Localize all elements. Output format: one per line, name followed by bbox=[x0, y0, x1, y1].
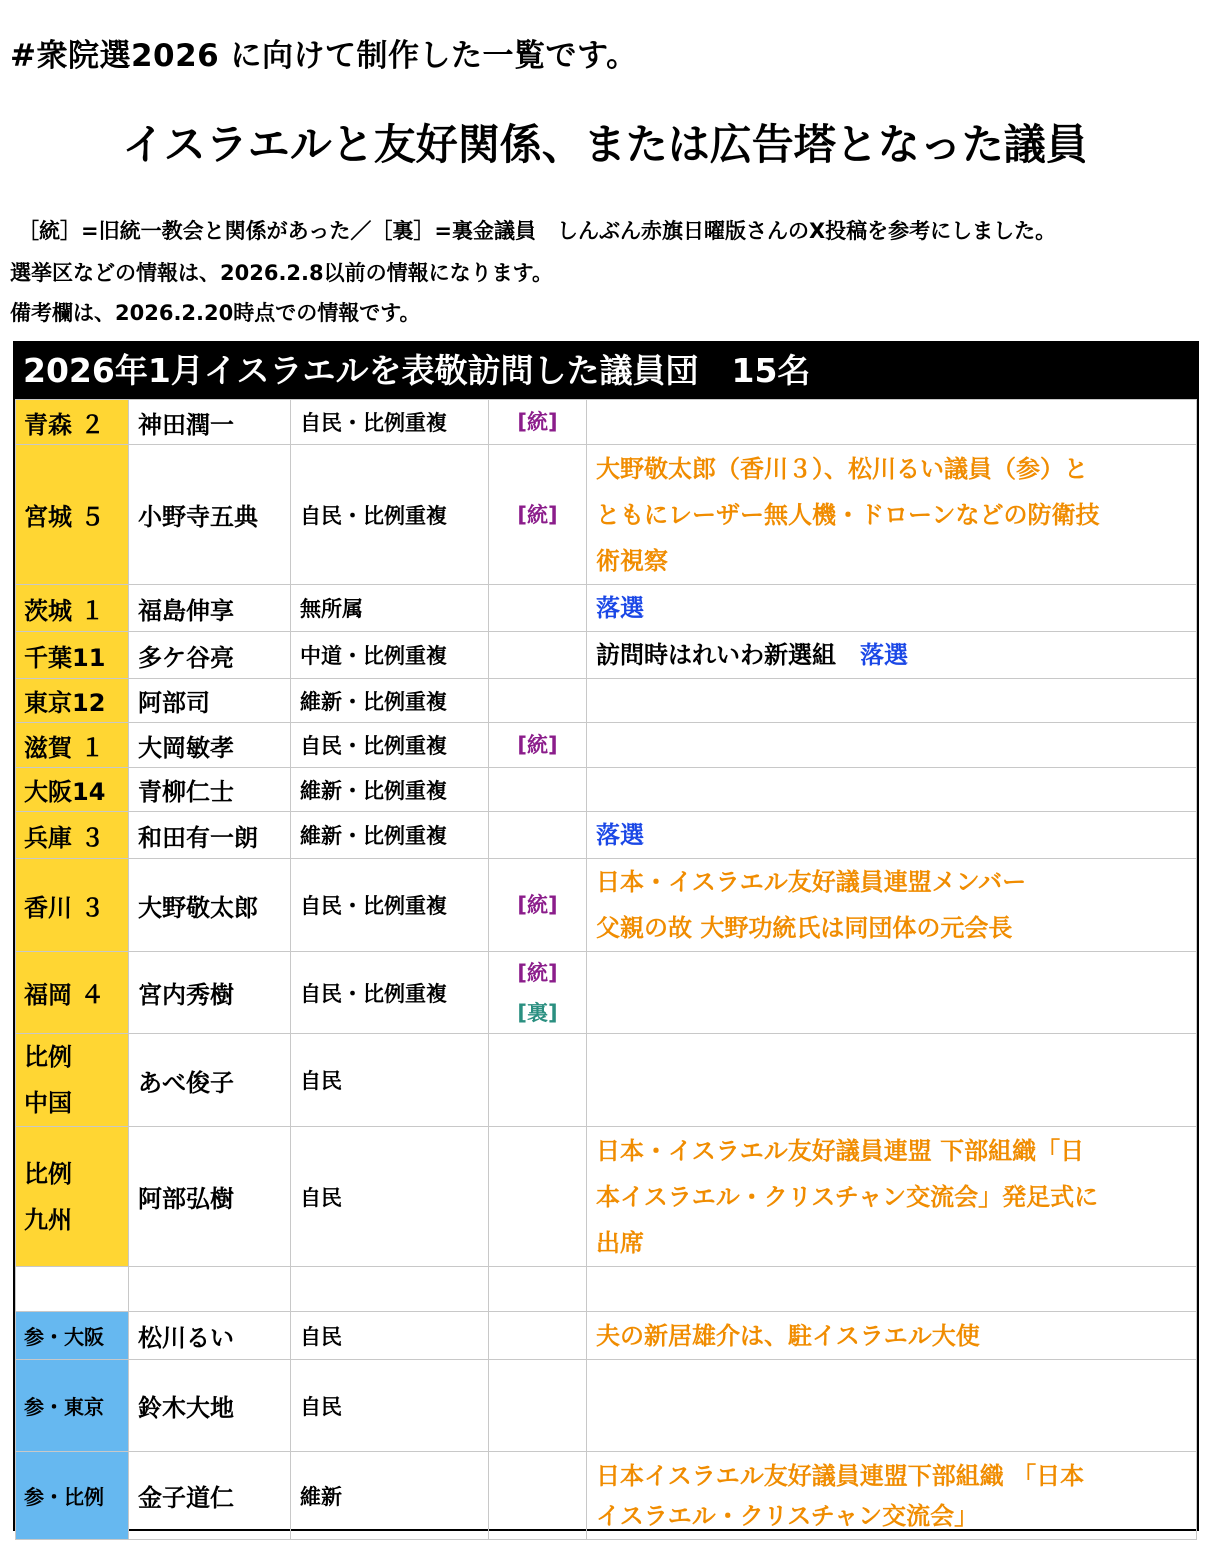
note-line: 本イスラエル・クリスチャン交流会」発足式に bbox=[596, 1182, 1099, 1211]
note-line: イスラエル・クリスチャン交流会」 bbox=[596, 1501, 979, 1530]
name-cell: 宮内秀樹 bbox=[129, 952, 291, 1034]
table-row bbox=[16, 400, 1197, 445]
table-row bbox=[16, 1452, 1197, 1540]
table-row bbox=[16, 1034, 1197, 1127]
note-cell bbox=[587, 1127, 1197, 1267]
mark-cell bbox=[489, 859, 587, 952]
name-cell: 小野寺五典 bbox=[129, 445, 291, 585]
name-cell: 福島伸享 bbox=[129, 585, 291, 632]
table-row bbox=[16, 952, 1197, 1034]
note-line: 日本・イスラエル友好議員連盟メンバー bbox=[596, 868, 1027, 896]
name-cell: あべ俊子 bbox=[129, 1034, 291, 1127]
unification-mark: [統] bbox=[517, 893, 558, 917]
district-line: 中国 bbox=[24, 1089, 72, 1117]
empty-cell bbox=[16, 1267, 129, 1312]
note-cell bbox=[587, 952, 1197, 1034]
legend-note: ［統］=旧統一教会と関係があった／［裏］=裏金議員 しんぶん赤旗日曜版さんのX投稿を参考にしました。 bbox=[18, 219, 1057, 243]
district-cell: 青森 ２ bbox=[16, 400, 129, 445]
district-line: 比例 bbox=[24, 1043, 72, 1071]
party-cell: 維新・比例重複 bbox=[291, 768, 489, 812]
mark-cell bbox=[489, 723, 587, 768]
unification-mark: [統] bbox=[517, 960, 558, 985]
unification-mark: [統] bbox=[517, 502, 558, 527]
mark-cell bbox=[489, 679, 587, 723]
note-cell bbox=[587, 1452, 1197, 1540]
note-line: 父親の故 大野功統氏は同団体の元会長 bbox=[596, 914, 1013, 942]
district-cell: 東京12 bbox=[16, 679, 129, 723]
district-cell: 参・比例 bbox=[16, 1452, 129, 1540]
mark-cell bbox=[489, 400, 587, 445]
mark-cell bbox=[489, 445, 587, 585]
mark-cell bbox=[489, 1452, 587, 1540]
name-cell: 阿部司 bbox=[129, 679, 291, 723]
party-cell: 維新 bbox=[291, 1452, 489, 1540]
mark-cell bbox=[489, 632, 587, 679]
empty-cell bbox=[291, 1267, 489, 1312]
date-note: 選挙区などの情報は、2026.2.8以前の情報になります。 bbox=[10, 261, 553, 285]
note-cell bbox=[587, 812, 1197, 859]
mark-cell bbox=[489, 952, 587, 1034]
slush-fund-mark: [裏] bbox=[517, 1000, 558, 1025]
mark-cell bbox=[489, 1360, 587, 1452]
note-cell bbox=[587, 1312, 1197, 1360]
table-row bbox=[16, 1312, 1197, 1360]
name-cell: 金子道仁 bbox=[129, 1452, 291, 1540]
table-row bbox=[16, 859, 1197, 952]
party-cell: 自民・比例重複 bbox=[291, 445, 489, 585]
name-cell: 鈴木大地 bbox=[129, 1360, 291, 1452]
hashtag-heading: #衆院選2026 に向けて制作した一覧です。 bbox=[10, 38, 638, 74]
table-row bbox=[16, 723, 1197, 768]
district-cell: 千葉11 bbox=[16, 632, 129, 679]
spacer-row bbox=[16, 1267, 1197, 1312]
district-cell: 参・大阪 bbox=[16, 1312, 129, 1360]
table-row bbox=[16, 632, 1197, 679]
district-line: 比例 bbox=[24, 1159, 72, 1188]
note-line: 日本・イスラエル友好議員連盟 下部組織「日 bbox=[596, 1136, 1085, 1165]
table-row bbox=[16, 585, 1197, 632]
name-cell: 青柳仁士 bbox=[129, 768, 291, 812]
name-cell: 大岡敏孝 bbox=[129, 723, 291, 768]
party-cell: 自民・比例重複 bbox=[291, 952, 489, 1034]
district-cell: 滋賀 １ bbox=[16, 723, 129, 768]
district-cell: 茨城 １ bbox=[16, 585, 129, 632]
note-line: 日本イスラエル友好議員連盟下部組織 「日本 bbox=[596, 1461, 1085, 1490]
unification-mark: [統] bbox=[517, 733, 558, 757]
empty-cell bbox=[587, 1267, 1197, 1312]
note-cell bbox=[587, 1034, 1197, 1127]
mark-cell bbox=[489, 585, 587, 632]
table-row bbox=[16, 812, 1197, 859]
table-row bbox=[16, 1127, 1197, 1267]
district-cell: 兵庫 ３ bbox=[16, 812, 129, 859]
members-table bbox=[13, 341, 1199, 1531]
note-cell bbox=[587, 400, 1197, 445]
name-cell: 多ケ谷亮 bbox=[129, 632, 291, 679]
party-cell: 中道・比例重複 bbox=[291, 632, 489, 679]
document-page bbox=[10, 0, 1200, 1542]
defeated-label: 落選 bbox=[860, 641, 908, 669]
party-cell: 自民 bbox=[291, 1360, 489, 1452]
party-cell: 自民 bbox=[291, 1127, 489, 1267]
party-cell: 維新・比例重複 bbox=[291, 812, 489, 859]
mark-cell bbox=[489, 1312, 587, 1360]
district-cell: 参・東京 bbox=[16, 1360, 129, 1452]
note-cell bbox=[587, 632, 1197, 679]
page-title: イスラエルと友好関係、または広告塔となった議員 bbox=[122, 120, 1088, 169]
section-header: 2026年1月イスラエルを表敬訪問した議員団 15名 bbox=[15, 343, 1197, 399]
mark-cell bbox=[489, 1127, 587, 1267]
district-cell: 福岡 ４ bbox=[16, 952, 129, 1034]
district-cell bbox=[16, 1127, 129, 1267]
members-grid bbox=[15, 399, 1197, 1540]
mark-cell bbox=[489, 768, 587, 812]
district-cell: 宮城 ５ bbox=[16, 445, 129, 585]
defeated-label: 落選 bbox=[596, 821, 644, 849]
name-cell: 松川るい bbox=[129, 1312, 291, 1360]
note-text: 訪問時はれいわ新選組 bbox=[596, 641, 860, 669]
note-cell bbox=[587, 585, 1197, 632]
district-cell: 香川 ３ bbox=[16, 859, 129, 952]
note-cell bbox=[587, 445, 1197, 585]
party-cell: 自民・比例重複 bbox=[291, 859, 489, 952]
note-cell bbox=[587, 1360, 1197, 1452]
name-cell: 大野敬太郎 bbox=[129, 859, 291, 952]
district-cell bbox=[16, 1034, 129, 1127]
table-row bbox=[16, 768, 1197, 812]
note-line: 夫の新居雄介は、駐イスラエル大使 bbox=[596, 1321, 980, 1350]
note-cell bbox=[587, 768, 1197, 812]
note-cell bbox=[587, 859, 1197, 952]
mark-cell bbox=[489, 1034, 587, 1127]
party-cell: 無所属 bbox=[291, 585, 489, 632]
note-line: 術視察 bbox=[596, 546, 668, 575]
unification-mark: [統] bbox=[517, 410, 558, 434]
party-cell: 自民・比例重複 bbox=[291, 723, 489, 768]
table-row bbox=[16, 445, 1197, 585]
party-cell: 自民 bbox=[291, 1034, 489, 1127]
empty-cell bbox=[129, 1267, 291, 1312]
mark-cell bbox=[489, 812, 587, 859]
note-line: ともにレーザー無人機・ドローンなどの防衛技 bbox=[596, 500, 1100, 529]
district-cell: 大阪14 bbox=[16, 768, 129, 812]
name-cell: 阿部弘樹 bbox=[129, 1127, 291, 1267]
party-cell: 維新・比例重複 bbox=[291, 679, 489, 723]
party-cell: 自民 bbox=[291, 1312, 489, 1360]
name-cell: 和田有一朗 bbox=[129, 812, 291, 859]
table-row bbox=[16, 1360, 1197, 1452]
name-cell: 神田潤一 bbox=[129, 400, 291, 445]
note-cell bbox=[587, 679, 1197, 723]
district-line: 九州 bbox=[24, 1205, 72, 1234]
table-row bbox=[16, 679, 1197, 723]
note-line: 大野敬太郎（香川３）、松川るい議員（参）と bbox=[596, 454, 1088, 483]
note-cell bbox=[587, 723, 1197, 768]
remarks-note: 備考欄は、2026.2.20時点での情報です。 bbox=[10, 301, 421, 325]
empty-cell bbox=[489, 1267, 587, 1312]
note-line: 出席 bbox=[596, 1228, 644, 1257]
defeated-label: 落選 bbox=[596, 594, 644, 622]
party-cell: 自民・比例重複 bbox=[291, 400, 489, 445]
